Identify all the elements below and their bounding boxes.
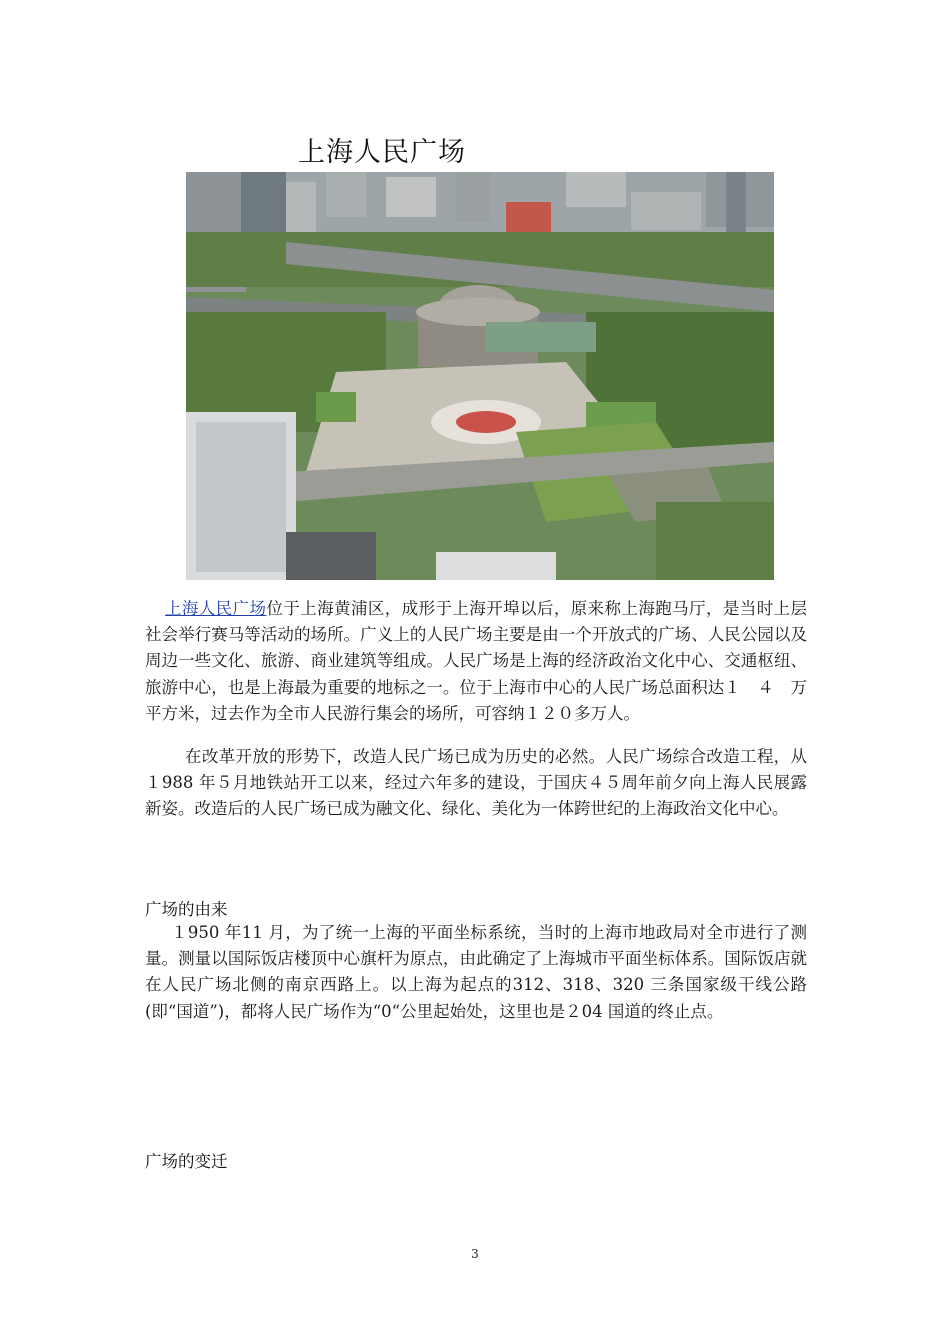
section-heading-changes: 广场的变迁 <box>145 1152 228 1171</box>
page-number: 3 <box>471 1247 479 1261</box>
origin-paragraph: １950 年11 月，为了统一上海的平面坐标系统，当时的上海市地政局对全市进行了测量。测量以国际饭店楼顶中心旗杆为原点，由此确定了上海城市平面坐标体系。国际饭店就在人民广场北侧的南京西路上。以上海为起点的312、318、320 三条国家级干线公路(即“国道”)，都将人民广场作为“0“公里起始处，这里也是２04 国道的终止点。 <box>145 923 807 1021</box>
peoples-square-photo <box>186 172 774 580</box>
page-title: 上海人民广场 <box>298 137 466 168</box>
section-heading-origin: 广场的由来 <box>145 900 228 919</box>
peoples-square-link[interactable]: 上海人民广场 <box>165 599 267 618</box>
intro-paragraph <box>145 596 807 727</box>
intro-text: 位于上海黄浦区，成形于上海开埠以后，原来称上海跑马厅，是当时上层社会举行赛马等活动的场所。广义上的人民广场主要是由一个开放式的广场、人民公园以及周边一些文化、旅游、商业建筑等组成。人民广场是上海的经济政治文化中心、交通枢纽、旅游中心，也是上海最为重要的地标之一。位于上海市中心的人民广场总面积达１ ４ 万平方米，过去作为全市人民游行集会的场所，可容纳１２０多万人。 <box>145 599 808 723</box>
aerial-photo-illustration <box>186 172 774 580</box>
reform-paragraph: 在改革开放的形势下，改造人民广场已成为历史的必然。人民广场综合改造工程，从１988 年５月地铁站开工以来，经过六年多的建设，于国庆４５周年前夕向上海人民展露新姿。改造后的人民广场已成为融文化、绿化、美化为一体跨世纪的上海政治文化中心。 <box>145 747 807 819</box>
